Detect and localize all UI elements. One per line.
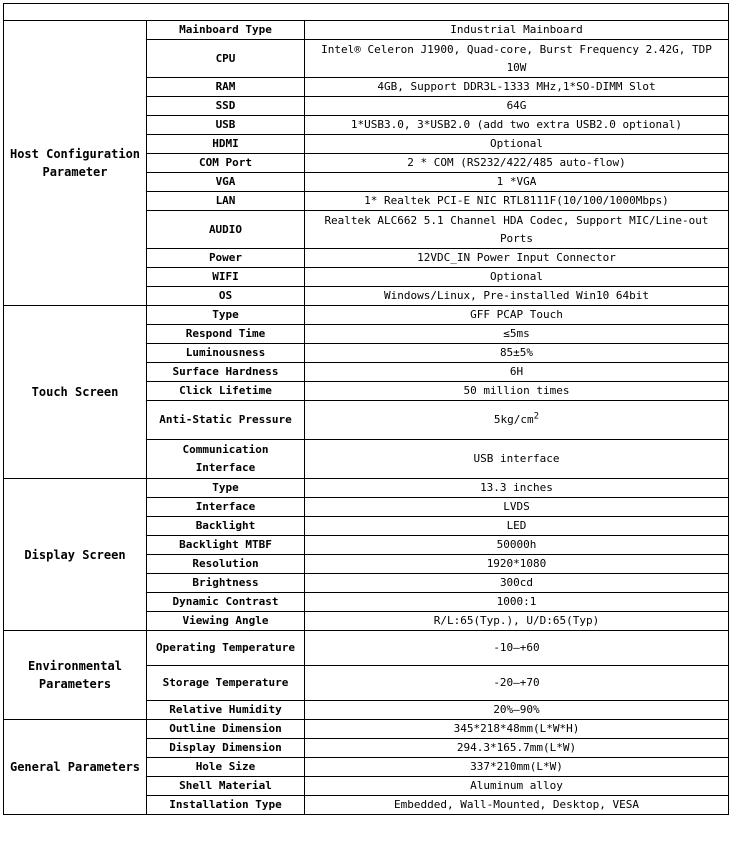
spec-key: OS [147,287,305,306]
spec-value-text: 50 million times [463,384,570,397]
spec-value [305,574,729,593]
spec-row-environmental-parameters-operating-temperature [4,631,729,666]
spec-value [305,173,729,192]
spec-value [305,325,729,344]
spec-table-body [4,4,729,815]
spec-value-text: Optional [490,137,543,150]
spec-key: Respond Time [147,325,305,344]
spec-value [305,287,729,306]
spec-key: Interface [147,498,305,517]
section-category-general-parameters: General Parameters [4,720,147,815]
spec-value-text: 50000h [496,538,537,551]
spec-value [305,306,729,325]
section-category-host-configuration-parameter: Host Configuration Parameter [4,21,147,306]
spec-value-text: 5kg/cm [493,413,534,426]
spec-key: Brightness [147,574,305,593]
spec-value [305,192,729,211]
spec-value [305,739,729,758]
spec-value [305,536,729,555]
spec-key: CPU [147,40,305,78]
spec-value-text: 1000:1 [496,595,537,608]
spec-value [305,440,729,479]
spec-value-text: 1 *VGA [496,175,537,188]
spec-value-superscript: 2 [533,411,540,422]
spec-value-text: Embedded, Wall-Mounted, Desktop, VESA [393,798,640,811]
spec-key: LAN [147,192,305,211]
spec-value-text: 2 * COM (RS232/422/485 auto-flow) [407,156,626,169]
spec-value-text: Windows/Linux, Pre-installed Win10 64bit [384,289,649,302]
spec-value [305,154,729,173]
spec-value-text: 85±5% [499,346,534,359]
spec-value-text: -20—+70 [493,676,540,689]
spec-value [305,211,729,249]
spec-value-text: Intel® Celeron J1900, Quad-core, Burst Frequency 2.42G, TDP 10W [321,42,712,74]
spec-key: Communication Interface [147,440,305,479]
spec-key: Type [147,306,305,325]
spec-row-general-parameters-outline-dimension [4,720,729,739]
spec-key: Surface Hardness [147,363,305,382]
spec-value [305,363,729,382]
spec-key: Viewing Angle [147,612,305,631]
spec-key: Backlight [147,517,305,536]
spec-value [305,401,729,440]
header-blank-row [4,4,729,21]
spec-key: Click Lifetime [147,382,305,401]
spec-value-text: Aluminum alloy [470,779,563,792]
spec-value-text: 12VDC_IN Power Input Connector [417,251,616,264]
spec-value-text: Optional [490,270,543,283]
spec-value-text: LED [506,519,527,532]
spec-key: Storage Temperature [147,666,305,701]
spec-value-text: ≤5ms [503,327,530,340]
spec-value [305,344,729,363]
spec-value-text: 1* Realtek PCI-E NIC RTL8111F(10/100/1000Mbps) [364,194,669,207]
spec-value [305,758,729,777]
spec-key: Type [147,479,305,498]
spec-key: Shell Material [147,777,305,796]
spec-value-text: 294.3*165.7mm(L*W) [456,741,577,754]
spec-value-text: 13.3 inches [480,481,553,494]
spec-value-text: 337*210mm(L*W) [470,760,563,773]
spec-key: Installation Type [147,796,305,815]
spec-value-text: 6H [509,365,524,378]
spec-row-display-screen-type [4,479,729,498]
spec-row-touch-screen-type [4,306,729,325]
spec-value-text: 20%—90% [493,703,540,716]
section-category-environmental-parameters: Environmental Parameters [4,631,147,720]
spec-value [305,720,729,739]
spec-value [305,631,729,666]
spec-value [305,498,729,517]
spec-key: Power [147,249,305,268]
spec-value-text: Realtek ALC662 5.1 Channel HDA Codec, Support MIC/Line-out Ports [324,213,709,245]
spec-value [305,593,729,612]
spec-value [305,796,729,815]
section-category-display-screen: Display Screen [4,479,147,631]
spec-value-text: 1*USB3.0, 3*USB2.0 (add two extra USB2.0 optional) [350,118,683,131]
spec-key: HDMI [147,135,305,154]
spec-key: USB [147,116,305,135]
spec-table [3,3,729,815]
spec-key: COM Port [147,154,305,173]
spec-value [305,97,729,116]
spec-value-text: LVDS [503,500,530,513]
spec-value-text: -10—+60 [493,641,540,654]
spec-key: Mainboard Type [147,21,305,40]
spec-key: Hole Size [147,758,305,777]
spec-row-host-configuration-parameter-mainboard-type [4,21,729,40]
spec-key: WIFI [147,268,305,287]
spec-value-text: 300cd [499,576,534,589]
spec-key: Anti-Static Pressure [147,401,305,440]
spec-key: Display Dimension [147,739,305,758]
spec-key: Resolution [147,555,305,574]
spec-value [305,479,729,498]
spec-key: Outline Dimension [147,720,305,739]
spec-value-text: 4GB, Support DDR3L-1333 MHz,1*SO-DIMM Slot [377,80,656,93]
section-category-touch-screen: Touch Screen [4,306,147,479]
spec-value [305,249,729,268]
spec-value [305,116,729,135]
spec-value-text: USB interface [473,452,560,465]
spec-key: SSD [147,97,305,116]
header-blank-cell [4,4,729,21]
spec-key: AUDIO [147,211,305,249]
spec-value [305,555,729,574]
spec-value-text: 345*218*48mm(L*W*H) [453,722,580,735]
spec-value-text: 1920*1080 [486,557,547,570]
spec-value-text: 64G [506,99,527,112]
spec-key: Relative Humidity [147,701,305,720]
spec-key: VGA [147,173,305,192]
spec-value [305,40,729,78]
spec-key: Operating Temperature [147,631,305,666]
spec-key: RAM [147,78,305,97]
spec-value [305,701,729,720]
spec-value-text: Industrial Mainboard [450,23,583,36]
spec-value [305,21,729,40]
spec-key: Backlight MTBF [147,536,305,555]
spec-value [305,78,729,97]
spec-value-text: GFF PCAP Touch [470,308,563,321]
spec-value-text: R/L:65(Typ.), U/D:65(Typ) [433,614,600,627]
spec-value [305,777,729,796]
spec-value [305,517,729,536]
spec-key: Luminousness [147,344,305,363]
spec-value [305,612,729,631]
spec-key: Dynamic Contrast [147,593,305,612]
spec-value [305,666,729,701]
spec-value [305,268,729,287]
spec-value [305,382,729,401]
spec-value [305,135,729,154]
